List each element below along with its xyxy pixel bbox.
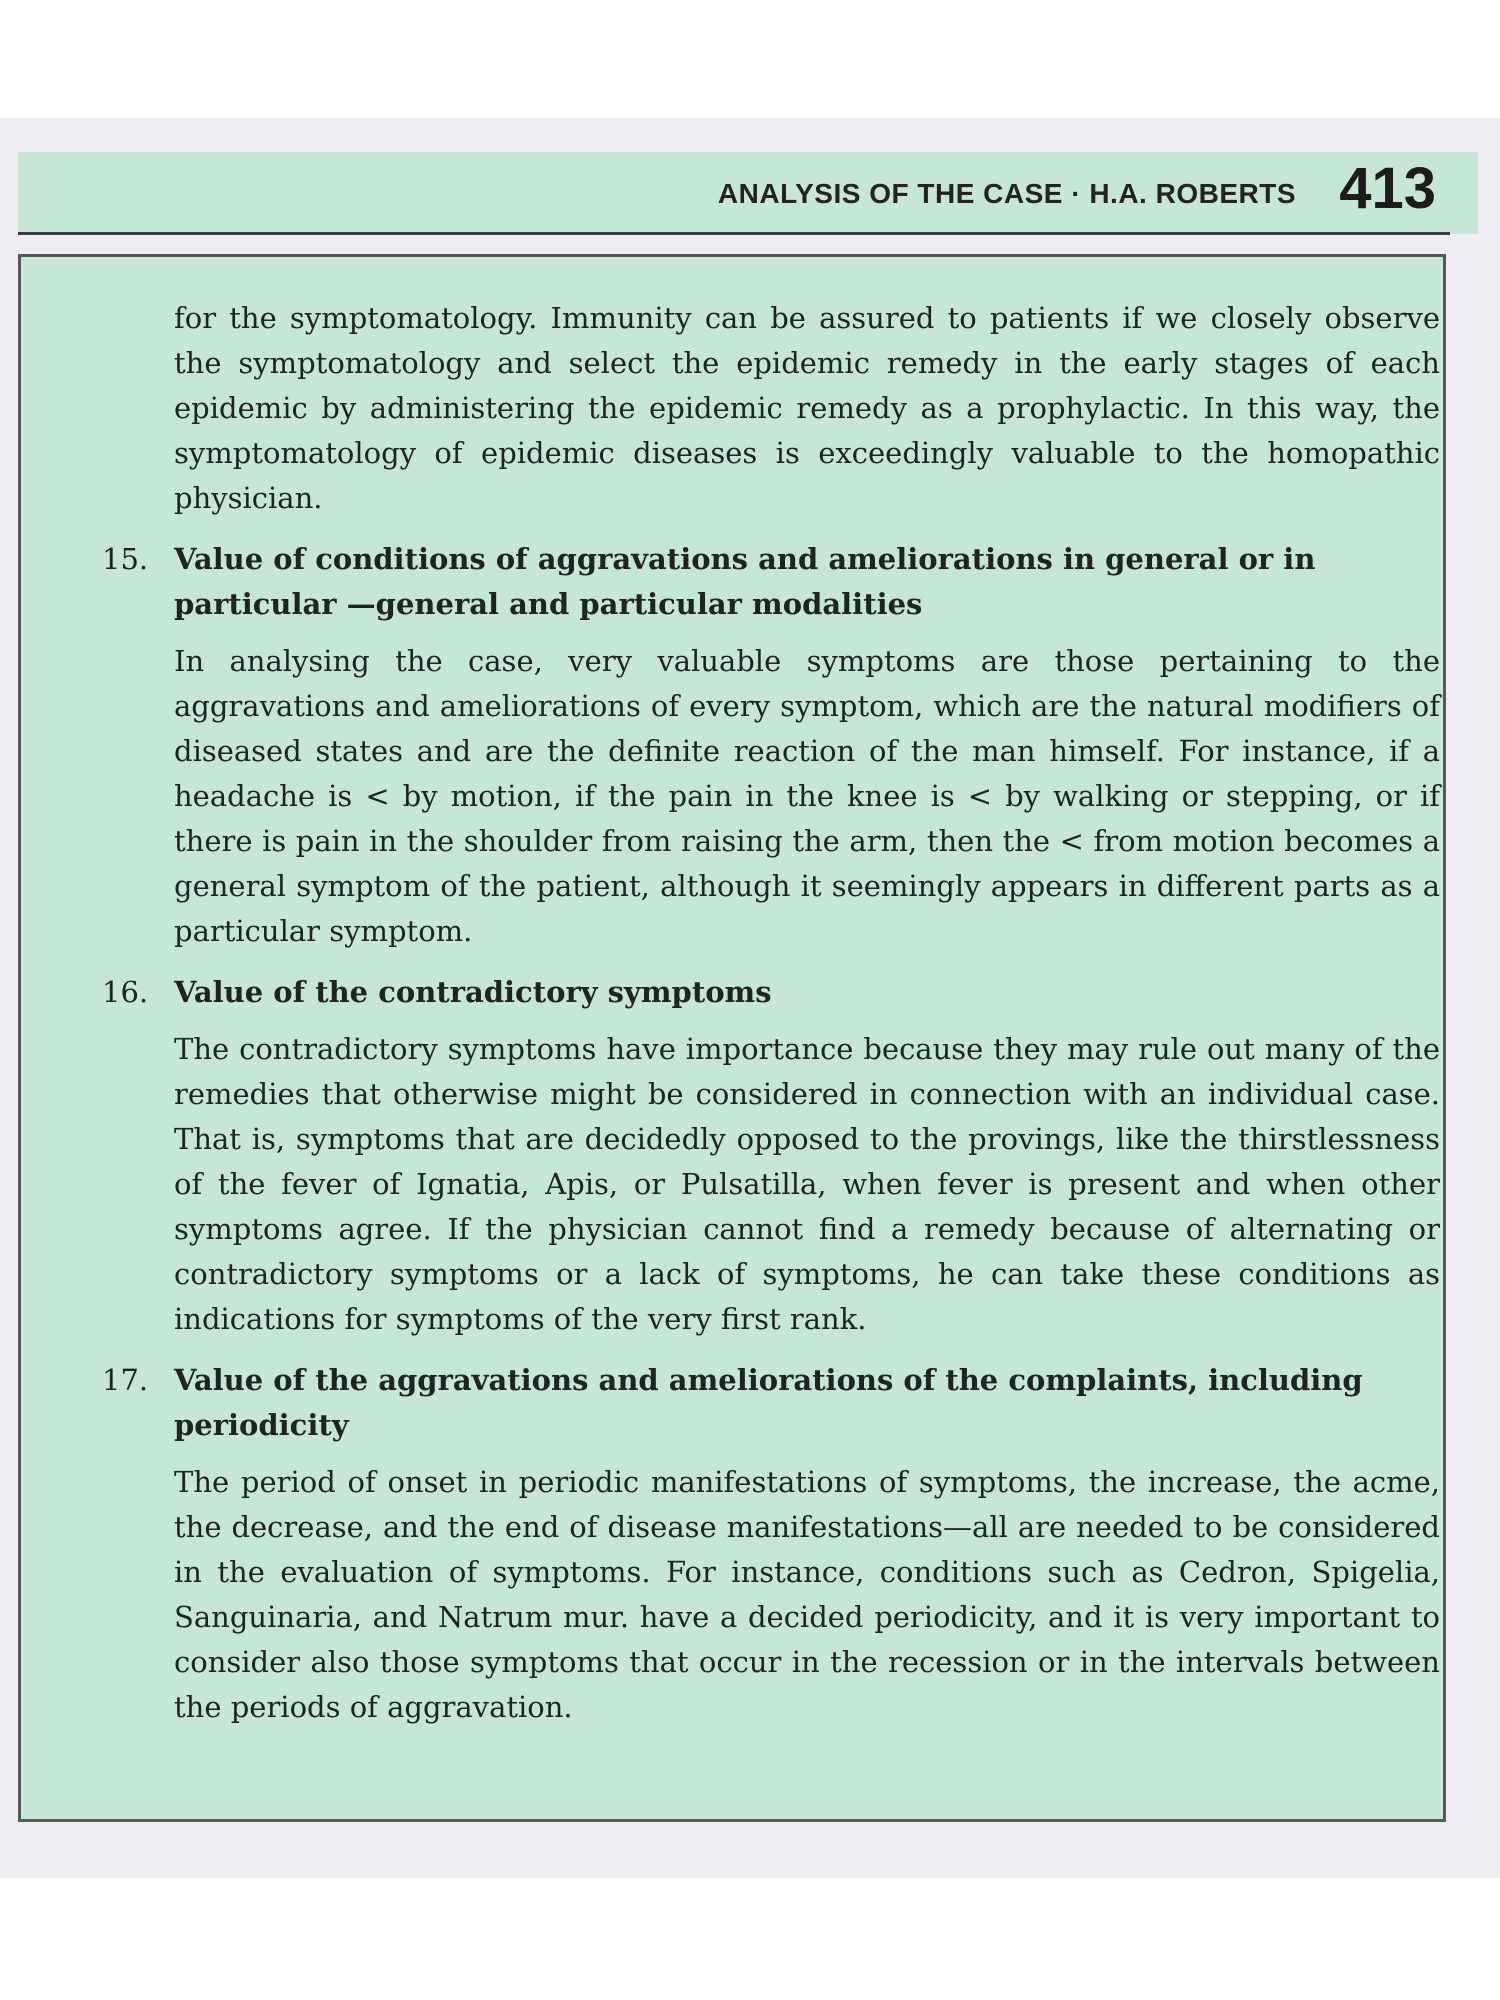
section-heading	[102, 537, 1440, 627]
header-rule	[18, 232, 1450, 235]
section-17	[102, 1358, 1440, 1730]
section-heading	[102, 1358, 1440, 1448]
section-heading	[102, 970, 1440, 1015]
section-title: Value of conditions of aggravations and ameliorations in general or in particular —general and particular modalities	[174, 542, 1316, 621]
section-title: Value of the contradictory symptoms	[174, 975, 772, 1009]
section-15	[102, 537, 1440, 954]
page-number: 413	[1339, 156, 1436, 221]
running-head: ANALYSIS OF THE CASE · H.A. ROBERTS	[717, 178, 1296, 209]
body-text	[102, 296, 1440, 1746]
section-title: Value of the aggravations and ameliorations of the complaints, including periodicity	[174, 1363, 1363, 1442]
section-number: 16.	[102, 975, 149, 1009]
section-body: The period of onset in periodic manifestations of symptoms, the increase, the acme, the decrease, and the end of disease manifestations—all are needed to be considered in the evaluation of symptoms. For instance, conditions such as Cedron, Spigelia, Sanguinaria, and Natrum mur. have a decided periodicity, and it is very important to consider also those symptoms that occur in the recession or in the intervals between the periods of aggravation.	[174, 1465, 1440, 1724]
section-body: In analysing the case, very valuable symptoms are those pertaining to the aggravations and ameliorations of every symptom, which are the natural modifiers of diseased states and are the definite reaction of the man himself. For instance, if a headache is < by motion, if the pain in the knee is < by walking or stepping, or if there is pain in the shoulder from raising the arm, then the < from motion becomes a general symptom of the patient, although it seemingly appears in different parts as a particular symptom.	[174, 644, 1440, 948]
intro-paragraph: for the symptomatology. Immunity can be assured to patients if we closely observe the symptomatology and select the epidemic remedy in the early stages of each epidemic by administering the epidemic remedy as a prophylactic. In this way, the symptomatology of epidemic diseases is exceedingly valuable to the homopathic physician.	[174, 301, 1440, 515]
section-number: 15.	[102, 542, 149, 576]
section-body: The contradictory symptoms have importance because they may rule out many of the remedies that otherwise might be considered in connection with an individual case. That is, symptoms that are decidedly opposed to the provings, like the thirstlessness of the fever of Ignatia, Apis, or Pulsatilla, when fever is present and when other symptoms agree. If the physician cannot find a remedy because of alternating or contradictory symptoms or a lack of symptoms, he can take these conditions as indications for symptoms of the very first rank.	[174, 1032, 1440, 1336]
section-16	[102, 970, 1440, 1342]
section-number: 17.	[102, 1363, 149, 1397]
